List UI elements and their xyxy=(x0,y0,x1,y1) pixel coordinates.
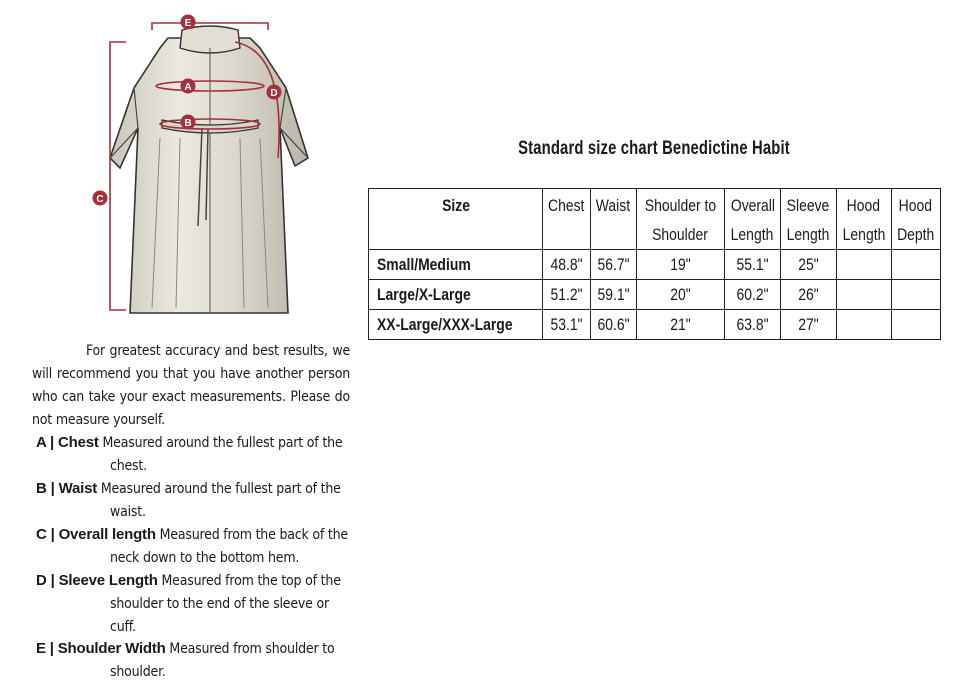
svg-text:C: C xyxy=(96,194,104,205)
measure-desc-cont: cuff. xyxy=(110,619,136,635)
measure-desc: Measured from shoulder to xyxy=(165,641,335,657)
marker-e xyxy=(181,15,196,30)
header-shoulder: Shoulder to Shoulder xyxy=(636,189,724,250)
header-sleeve: Sleeve Length xyxy=(780,189,836,250)
measure-desc: Measured around the fullest part of the xyxy=(97,481,341,497)
hood-depth-cell xyxy=(891,250,940,280)
hood-length-cell xyxy=(836,280,891,310)
overall-cell: 63.8" xyxy=(724,310,780,340)
size-cell: Large/X-Large xyxy=(369,280,543,310)
chart-title: Standard size chart Benedictine Habit xyxy=(518,138,790,159)
measure-shoulder-width xyxy=(36,637,350,684)
measure-chest xyxy=(36,431,350,478)
table-row xyxy=(369,250,941,280)
length-bracket xyxy=(110,42,126,310)
size-table xyxy=(368,188,941,340)
marker-d xyxy=(267,85,282,100)
header-chest: Chest xyxy=(543,189,590,250)
measure-desc: Measured around the fullest part of the xyxy=(98,435,343,451)
size-cell: XX-Large/XXX-Large xyxy=(369,310,543,340)
waist-cell: 59.1" xyxy=(590,280,636,310)
measure-waist xyxy=(36,477,350,524)
waist-cell: 60.6" xyxy=(590,310,636,340)
svg-text:A: A xyxy=(184,82,192,93)
overall-cell: 60.2" xyxy=(724,280,780,310)
sleeve-cell: 27" xyxy=(780,310,836,340)
svg-text:D: D xyxy=(270,88,278,99)
marker-a xyxy=(181,79,196,94)
measure-desc-cont: waist. xyxy=(110,504,146,520)
chest-cell: 53.1" xyxy=(543,310,590,340)
header-waist: Waist xyxy=(590,189,636,250)
header-hood-length: Hood Length xyxy=(836,189,891,250)
marker-c xyxy=(93,191,108,206)
measure-sleeve-length xyxy=(36,569,350,639)
sleeve-cell: 25" xyxy=(780,250,836,280)
shoulder-cell: 19" xyxy=(636,250,724,280)
svg-text:B: B xyxy=(184,118,192,129)
measure-key: B | Waist xyxy=(36,480,98,497)
measure-desc-cont: chest. xyxy=(110,458,147,474)
habit-illustration xyxy=(90,8,380,328)
measure-key: C | Overall length xyxy=(36,526,156,543)
measure-key: E | Shoulder Width xyxy=(36,640,166,657)
hood-depth-cell xyxy=(891,310,940,340)
waist-cell: 56.7" xyxy=(590,250,636,280)
header-hood-depth: Hood Depth xyxy=(891,189,940,250)
hood-length-cell xyxy=(836,250,891,280)
header-size: Size xyxy=(369,189,543,250)
svg-text:E: E xyxy=(184,18,192,29)
overall-cell: 55.1" xyxy=(724,250,780,280)
shoulder-cell: 20" xyxy=(636,280,724,310)
chest-cell: 51.2" xyxy=(543,280,590,310)
measure-desc: Measured from the top of the xyxy=(157,573,341,589)
size-cell: Small/Medium xyxy=(369,250,543,280)
measure-key: D | Sleeve Length xyxy=(36,572,158,589)
measure-overall-length xyxy=(36,523,350,570)
shoulder-cell: 21" xyxy=(636,310,724,340)
header-overall: Overall Length xyxy=(724,189,780,250)
measure-desc-cont: neck down to the bottom hem. xyxy=(110,550,300,566)
table-row xyxy=(369,280,941,310)
measure-desc-cont: shoulder to the end of the sleeve or xyxy=(110,596,329,612)
robe-figure xyxy=(110,26,308,313)
measure-key: A | Chest xyxy=(36,434,99,451)
header-row xyxy=(369,189,941,250)
table-row xyxy=(369,310,941,340)
hood-length-cell xyxy=(836,310,891,340)
marker-b xyxy=(181,115,196,130)
intro-paragraph: For greatest accuracy and best results, we will recommend you that you have another person who can take your exact measurements. Please do not measure yourself. xyxy=(32,343,350,428)
hood-depth-cell xyxy=(891,280,940,310)
measure-desc-cont: shoulder. xyxy=(110,664,166,680)
measure-desc: Measured from the back of the xyxy=(155,527,348,543)
chest-cell: 48.8" xyxy=(543,250,590,280)
sleeve-cell: 26" xyxy=(780,280,836,310)
